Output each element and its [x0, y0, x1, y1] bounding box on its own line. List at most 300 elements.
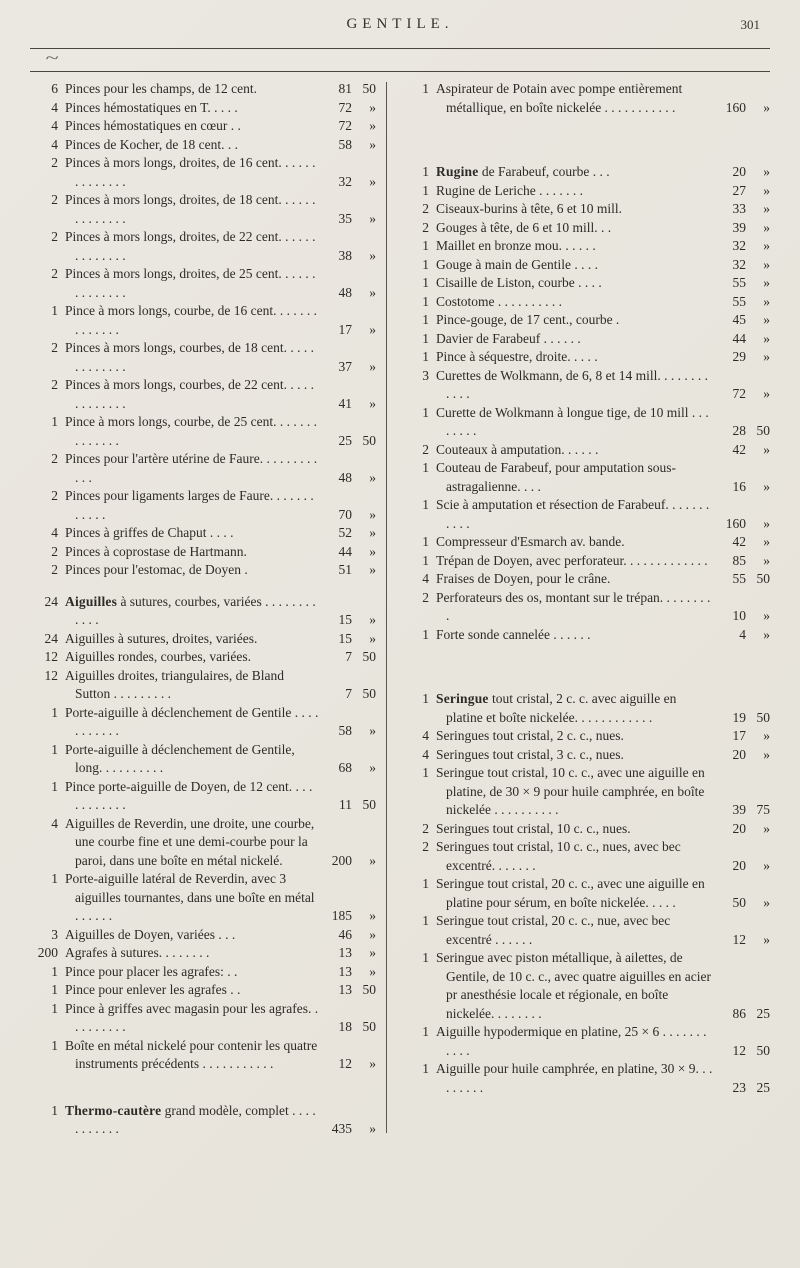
item-description: Ciseaux-burins à tête, 6 et 10 mill.	[436, 201, 622, 216]
item-price-francs: 70	[338, 506, 352, 522]
item-quantity: 1	[422, 256, 429, 272]
item-quantity: 2	[51, 340, 58, 355]
item-price-centimes: »	[763, 931, 770, 947]
catalog-item	[401, 496, 770, 533]
catalog-item	[30, 487, 376, 524]
item-quantity: 1	[422, 497, 429, 512]
item-quantity: 2	[51, 229, 58, 244]
item-description: Forte sonde cannelée . . . . . .	[436, 626, 591, 642]
item-description: Seringue tout cristal, 2 c. c. avec aiguille en platine et boîte nickelée. . . . . . . . . . . .	[436, 691, 677, 725]
catalog-item	[401, 1060, 770, 1097]
catalog-item	[401, 441, 770, 460]
item-price-centimes: 50	[756, 571, 770, 586]
catalog-item	[401, 293, 770, 312]
catalog-item	[30, 667, 376, 704]
item-price-francs: 86	[732, 1005, 746, 1021]
item-quantity: 2	[51, 192, 58, 207]
item-description: Rugine de Leriche . . . . . . .	[436, 182, 583, 198]
item-price-centimes: »	[763, 293, 770, 309]
item-quantity: 1	[51, 778, 58, 794]
item-quantity: 24	[44, 630, 58, 646]
item-price-francs: 68	[338, 760, 352, 775]
item-description: Aiguilles rondes, courbes, variées.	[65, 649, 251, 664]
item-price-centimes: »	[763, 349, 770, 364]
catalog-item	[30, 963, 376, 982]
item-price-francs: 20	[732, 820, 746, 836]
item-name-bold: Thermo-cautère	[65, 1102, 162, 1118]
item-price-francs: 23	[732, 1079, 746, 1095]
item-price-centimes: 50	[362, 797, 376, 812]
item-price-centimes: 75	[756, 802, 770, 817]
catalog-item	[30, 944, 376, 963]
item-description: Aiguille pour huile camphrée, en platine, 30 × 9. . . . . . . . .	[436, 1061, 713, 1095]
item-quantity: 1	[422, 765, 429, 780]
catalog-item	[401, 746, 770, 765]
item-price-francs: 10	[732, 608, 746, 623]
item-price-centimes: 50	[362, 1019, 376, 1034]
item-quantity: 12	[44, 667, 58, 683]
item-description: Pinces à mors longs, droites, de 16 cent. . . . . . . . . . . . . .	[65, 155, 316, 189]
item-price-francs: 51	[338, 562, 352, 577]
item-description: Pinces à mors longs, droites, de 25 cent. . . . . . . . . . . . . .	[65, 266, 316, 300]
catalog-item	[401, 459, 770, 496]
item-description: Couteaux à amputation. . . . . .	[436, 441, 599, 457]
item-description: Couteau de Farabeuf, pour amputation sous-astragalienne. . . .	[436, 460, 676, 494]
item-price-francs: 7	[345, 649, 352, 664]
item-price-francs: 160	[725, 99, 746, 115]
item-description: Pince porte-aiguille de Doyen, de 12 cent. . . . . . . . . . . .	[65, 778, 313, 812]
item-quantity: 4	[51, 136, 58, 152]
item-price-francs: 13	[338, 982, 352, 997]
item-price-francs: 4	[739, 626, 746, 642]
catalog-item	[401, 589, 770, 626]
item-price-francs: 37	[338, 358, 352, 374]
item-description: Pince à mors longs, courbe, de 25 cent. . . . . . . . . . . . . .	[65, 414, 317, 448]
item-quantity: 1	[422, 1024, 429, 1039]
item-price-francs: 72	[338, 99, 352, 115]
item-quantity: 2	[422, 589, 429, 605]
item-description: Pinces pour l'artère utérine de Faure. . . . . . . . . . . .	[65, 451, 318, 485]
item-price-francs: 44	[338, 543, 352, 559]
item-quantity: 1	[422, 626, 429, 642]
item-price-francs: 20	[732, 746, 746, 762]
item-price-francs: 72	[338, 118, 352, 133]
item-quantity: 4	[422, 746, 429, 762]
item-quantity: 1	[51, 414, 58, 429]
item-price-centimes: »	[763, 201, 770, 216]
item-description: Porte-aiguille à déclenchement de Gentile . . . . . . . . . . .	[65, 704, 319, 738]
item-quantity: 1	[422, 913, 429, 928]
item-price-francs: 41	[338, 395, 352, 411]
item-price-francs: 58	[338, 136, 352, 152]
item-price-francs: 58	[338, 723, 352, 738]
item-price-francs: 38	[338, 247, 352, 263]
catalog-item	[401, 404, 770, 441]
item-quantity: 24	[44, 593, 58, 609]
item-description: Aiguilles droites, triangulaires, de Bland Sutton . . . . . . . . .	[65, 667, 284, 701]
catalog-item	[401, 1023, 770, 1060]
item-price-centimes: »	[763, 728, 770, 743]
item-price-francs: 48	[338, 284, 352, 300]
item-description: Pinces à mors longs, droites, de 18 cent. . . . . . . . . . . . . .	[65, 192, 316, 226]
catalog-item	[30, 648, 376, 667]
item-price-francs: 35	[338, 210, 352, 226]
item-description: Gouges à tête, de 6 et 10 mill. . .	[436, 219, 612, 235]
item-price-francs: 29	[732, 349, 746, 364]
item-quantity: 4	[51, 99, 58, 115]
item-price-centimes: »	[369, 173, 376, 189]
catalog-item	[401, 949, 770, 1023]
item-description: Pinces pour ligaments larges de Faure. . . . . . . . . . . .	[65, 488, 314, 522]
catalog-item	[401, 80, 770, 117]
catalog-item	[30, 136, 376, 155]
item-quantity: 1	[422, 1061, 429, 1076]
catalog-item	[30, 593, 376, 630]
catalog-item	[401, 552, 770, 571]
item-description: Pinces hémostatiques en cœur . .	[65, 118, 241, 133]
item-price-centimes: »	[369, 506, 376, 522]
item-quantity: 1	[422, 81, 429, 96]
item-quantity: 1	[51, 1102, 58, 1118]
item-quantity: 4	[51, 118, 58, 133]
catalog-item	[401, 256, 770, 275]
item-price-centimes: »	[763, 746, 770, 762]
catalog-item	[401, 219, 770, 238]
item-price-francs: 17	[732, 728, 746, 743]
item-quantity: 1	[422, 293, 429, 309]
catalog-item	[30, 154, 376, 191]
item-description: Seringues tout cristal, 10 c. c., nues, avec bec excentré. . . . . . .	[436, 839, 681, 873]
item-price-francs: 42	[732, 534, 746, 549]
catalog-item	[30, 1102, 376, 1139]
item-price-centimes: »	[369, 395, 376, 411]
ornament-row	[30, 49, 770, 71]
item-price-centimes: 50	[362, 432, 376, 448]
catalog-item	[401, 274, 770, 293]
item-description: Pinces hémostatiques en T. . . . .	[65, 99, 238, 115]
item-quantity: 1	[51, 704, 58, 720]
item-price-centimes: »	[369, 723, 376, 738]
item-description: Perforateurs des os, montant sur le trépan. . . . . . . . .	[436, 589, 711, 623]
item-price-francs: 44	[732, 330, 746, 346]
item-price-centimes: »	[763, 478, 770, 494]
catalog-item	[401, 912, 770, 949]
catalog-item	[30, 99, 376, 118]
item-price-centimes: »	[369, 99, 376, 115]
item-description: Aiguille hypodermique en platine, 25 × 6 . . . . . . . . . . .	[436, 1024, 707, 1058]
item-price-francs: 19	[732, 709, 746, 725]
item-price-centimes: 25	[756, 1079, 770, 1095]
catalog-item	[401, 727, 770, 746]
item-price-francs: 32	[732, 238, 746, 253]
item-price-francs: 85	[732, 552, 746, 568]
item-quantity: 2	[51, 488, 58, 503]
item-price-francs: 48	[338, 469, 352, 485]
item-description: Seringue tout cristal, 10 c. c., avec une aiguille en platine, de 30 × 9 pour huile camphrée, en boîte nickelée . . . . . . . . . .	[436, 765, 705, 817]
item-price-centimes: »	[763, 386, 770, 401]
catalog-item	[401, 348, 770, 367]
item-price-francs: 46	[338, 926, 352, 942]
item-price-centimes: »	[763, 219, 770, 235]
item-quantity: 2	[51, 266, 58, 281]
item-price-centimes: »	[369, 1056, 376, 1071]
catalog-item	[401, 163, 770, 182]
item-description: Seringue tout cristal, 20 c. c., avec une aiguille en platine pour sérum, en boîte nickelée. . . . .	[436, 876, 705, 910]
item-price-francs: 45	[732, 312, 746, 327]
catalog-item	[401, 626, 770, 645]
item-price-centimes: »	[369, 1121, 376, 1136]
squiggle-ornament: ~	[45, 51, 59, 67]
item-price-centimes: »	[763, 275, 770, 290]
catalog-item	[401, 764, 770, 820]
item-quantity: 2	[422, 820, 429, 836]
item-price-francs: 160	[725, 515, 746, 531]
item-name-bold: Seringue	[436, 691, 489, 706]
catalog-item	[30, 80, 376, 99]
catalog-item	[401, 237, 770, 256]
item-description: Pinces de Kocher, de 18 cent. . .	[65, 136, 239, 152]
item-quantity: 12	[44, 649, 58, 664]
item-quantity: 2	[51, 562, 58, 577]
item-description: Aiguilles à sutures, courbes, variées . . . . . . . . . . . .	[65, 593, 316, 627]
item-description: Costotome . . . . . . . . . .	[436, 293, 563, 309]
left-column	[30, 80, 386, 1139]
item-description: Pinces à mors longs, droites, de 22 cent. . . . . . . . . . . . . .	[65, 229, 316, 263]
item-quantity: 1	[422, 182, 429, 198]
right-column	[387, 80, 770, 1139]
item-price-centimes: 50	[756, 1042, 770, 1058]
item-price-francs: 55	[732, 275, 746, 290]
item-price-francs: 13	[338, 945, 352, 960]
item-description: Cisaille de Liston, courbe . . . .	[436, 275, 602, 290]
item-quantity: 4	[51, 815, 58, 831]
item-name-bold: Aiguilles	[65, 593, 118, 609]
catalog-item	[30, 630, 376, 649]
catalog-item	[401, 533, 770, 552]
item-quantity: 200	[37, 945, 58, 960]
item-price-centimes: »	[763, 894, 770, 910]
item-price-centimes: 50	[756, 423, 770, 438]
item-description: Aiguilles de Doyen, variées . . .	[65, 926, 236, 942]
item-price-centimes: »	[763, 182, 770, 198]
item-quantity: 1	[51, 303, 58, 318]
item-quantity: 4	[422, 728, 429, 743]
catalog-item	[30, 117, 376, 136]
item-quantity: 1	[51, 963, 58, 979]
item-price-centimes: »	[369, 136, 376, 152]
item-price-francs: 55	[732, 293, 746, 309]
item-description: Scie à amputation et résection de Farabeuf. . . . . . . . . . .	[436, 497, 710, 531]
item-description: Trépan de Doyen, avec perforateur. . . . . . . . . . . . .	[436, 552, 708, 568]
item-quantity: 2	[422, 219, 429, 235]
item-quantity: 2	[422, 441, 429, 457]
item-price-francs: 39	[732, 219, 746, 235]
item-price-centimes: »	[369, 469, 376, 485]
item-description: Pince pour placer les agrafes: . .	[65, 963, 238, 979]
item-price-francs: 25	[338, 432, 352, 448]
item-price-centimes: »	[763, 515, 770, 531]
catalog-item	[401, 570, 770, 589]
item-quantity: 1	[422, 552, 429, 568]
item-price-francs: 13	[338, 963, 352, 979]
catalog-item	[30, 926, 376, 945]
item-price-francs: 72	[732, 386, 746, 401]
item-quantity: 2	[51, 377, 58, 392]
catalog-item	[401, 200, 770, 219]
item-price-centimes: »	[369, 852, 376, 868]
item-price-francs: 7	[345, 686, 352, 701]
item-price-centimes: »	[763, 552, 770, 568]
catalog-item	[30, 704, 376, 741]
item-quantity: 1	[422, 330, 429, 346]
item-price-centimes: »	[763, 626, 770, 642]
page-number: 301	[740, 17, 760, 32]
item-description: Pince pour enlever les agrafes . .	[65, 982, 241, 997]
item-price-francs: 16	[732, 478, 746, 494]
item-quantity: 1	[422, 404, 429, 420]
item-description: Davier de Farabeuf . . . . . .	[436, 330, 581, 346]
item-description: Pince-gouge, de 17 cent., courbe .	[436, 312, 620, 327]
catalog-item	[30, 191, 376, 228]
item-description: Porte-aiguille latéral de Reverdin, avec 3 aiguilles tournantes, dans une boîte en métal . . . . . .	[65, 871, 315, 923]
item-description: Agrafes à sutures. . . . . . . .	[65, 945, 210, 960]
item-price-francs: 32	[732, 256, 746, 272]
catalog-item	[30, 981, 376, 1000]
item-price-centimes: »	[763, 164, 770, 179]
catalog-item	[30, 376, 376, 413]
item-price-centimes: »	[763, 534, 770, 549]
item-quantity: 1	[51, 1037, 58, 1053]
item-price-centimes: »	[763, 312, 770, 327]
item-quantity: 6	[51, 81, 58, 96]
item-price-centimes: »	[369, 284, 376, 300]
catalog-item	[401, 330, 770, 349]
item-price-centimes: »	[369, 321, 376, 337]
catalog-item	[401, 690, 770, 727]
item-description: Pinces à mors longs, courbes, de 22 cent. . . . . . . . . . . . .	[65, 377, 314, 411]
item-quantity: 1	[51, 871, 58, 886]
item-price-centimes: »	[369, 210, 376, 226]
item-quantity: 1	[422, 950, 429, 965]
item-price-centimes: »	[369, 118, 376, 133]
catalog-item	[401, 182, 770, 201]
catalog-item	[401, 838, 770, 875]
item-price-francs: 32	[338, 173, 352, 189]
catalog-item	[30, 228, 376, 265]
item-price-francs: 52	[338, 525, 352, 540]
item-quantity: 1	[51, 1000, 58, 1016]
catalog-item	[30, 450, 376, 487]
item-quantity: 2	[422, 201, 429, 216]
item-price-francs: 28	[732, 423, 746, 438]
item-description: Seringues tout cristal, 10 c. c., nues.	[436, 820, 631, 836]
item-price-centimes: 50	[362, 686, 376, 701]
item-description: Pinces à coprostase de Hartmann.	[65, 543, 247, 559]
item-quantity: 1	[422, 460, 429, 475]
item-description: Curettes de Wolkmann, de 6, 8 et 14 mill. . . . . . . . . . . .	[436, 367, 709, 401]
catalog-item	[401, 820, 770, 839]
catalog-item	[30, 543, 376, 562]
item-price-centimes: 50	[362, 982, 376, 997]
catalog-item	[30, 741, 376, 778]
item-quantity: 2	[51, 451, 58, 466]
item-price-centimes: »	[763, 256, 770, 272]
item-description: Fraises de Doyen, pour le crâne.	[436, 571, 611, 586]
item-description: Pinces à mors longs, courbes, de 18 cent. . . . . . . . . . . . .	[65, 340, 314, 374]
item-price-francs: 15	[338, 612, 352, 627]
item-quantity: 2	[422, 839, 429, 854]
item-price-francs: 200	[331, 852, 352, 868]
item-price-centimes: 25	[756, 1005, 770, 1021]
item-quantity: 1	[422, 534, 429, 549]
item-price-centimes: »	[763, 820, 770, 836]
item-description: Pinces pour les champs, de 12 cent.	[65, 81, 257, 96]
catalog-item	[30, 339, 376, 376]
catalog-item	[30, 870, 376, 926]
item-price-centimes: »	[763, 238, 770, 253]
item-price-francs: 81	[338, 81, 352, 96]
item-price-francs: 20	[732, 857, 746, 873]
item-price-centimes: »	[369, 630, 376, 646]
item-quantity: 2	[51, 155, 58, 170]
item-description: Aiguilles à sutures, droites, variées.	[65, 630, 258, 646]
item-description: Aiguilles de Reverdin, une droite, une courbe, une courbe fine et une demi-courbe pour la paroi, dans une boîte en métal nickelé.	[65, 815, 315, 868]
item-price-centimes: »	[369, 562, 376, 577]
catalog-item	[401, 311, 770, 330]
item-description: Porte-aiguille à déclenchement de Gentile, long. . . . . . . . . .	[65, 741, 295, 775]
item-description: Seringues tout cristal, 3 c. c., nues.	[436, 746, 624, 762]
item-description: Pince à griffes avec magasin pour les agrafes. . . . . . . . . .	[65, 1000, 319, 1034]
catalog-item	[30, 1000, 376, 1037]
item-price-centimes: »	[763, 441, 770, 457]
item-name-bold: Rugine	[436, 164, 479, 179]
item-description: Curette de Wolkmann à longue tige, de 10 mill . . . . . . . .	[436, 404, 709, 438]
item-price-centimes: »	[763, 99, 770, 115]
item-description: Pinces pour l'estomac, de Doyen .	[65, 562, 248, 577]
item-quantity: 2	[51, 543, 58, 559]
catalog-item	[30, 815, 376, 871]
item-quantity: 4	[51, 525, 58, 540]
item-price-centimes: »	[369, 926, 376, 942]
item-price-francs: 11	[339, 797, 352, 812]
item-price-francs: 435	[331, 1121, 352, 1136]
catalog-item	[30, 265, 376, 302]
item-price-francs: 27	[732, 182, 746, 198]
item-price-centimes: 50	[362, 81, 376, 96]
item-price-francs: 33	[732, 201, 746, 216]
item-description: Compresseur d'Esmarch av. bande.	[436, 534, 625, 549]
item-price-francs: 55	[732, 571, 746, 586]
item-price-centimes: »	[369, 612, 376, 627]
item-quantity: 1	[422, 164, 429, 179]
item-price-centimes: »	[369, 525, 376, 540]
catalog-item	[30, 561, 376, 580]
item-price-francs: 12	[732, 1042, 746, 1058]
item-price-centimes: »	[369, 358, 376, 374]
item-description: Seringue avec piston métallique, à ailettes, de Gentile, de 10 c. c., avec quatre aiguilles en acier pr anesthésie locale et régionale, en boîte nickelée. . . . . . . .	[436, 950, 711, 1021]
item-price-centimes: »	[763, 608, 770, 623]
item-quantity: 1	[422, 238, 429, 253]
item-description: Pince à séquestre, droite. . . . .	[436, 349, 598, 364]
item-quantity: 3	[51, 926, 58, 942]
item-quantity: 3	[422, 367, 429, 383]
item-description: Boîte en métal nickelé pour contenir les quatre instruments précédents . . . . . . . . . . .	[65, 1037, 318, 1071]
item-description: Maillet en bronze mou. . . . . .	[436, 238, 596, 253]
item-price-centimes: »	[369, 247, 376, 263]
item-price-francs: 20	[732, 164, 746, 179]
item-price-francs: 50	[732, 894, 746, 910]
item-price-francs: 15	[338, 630, 352, 646]
